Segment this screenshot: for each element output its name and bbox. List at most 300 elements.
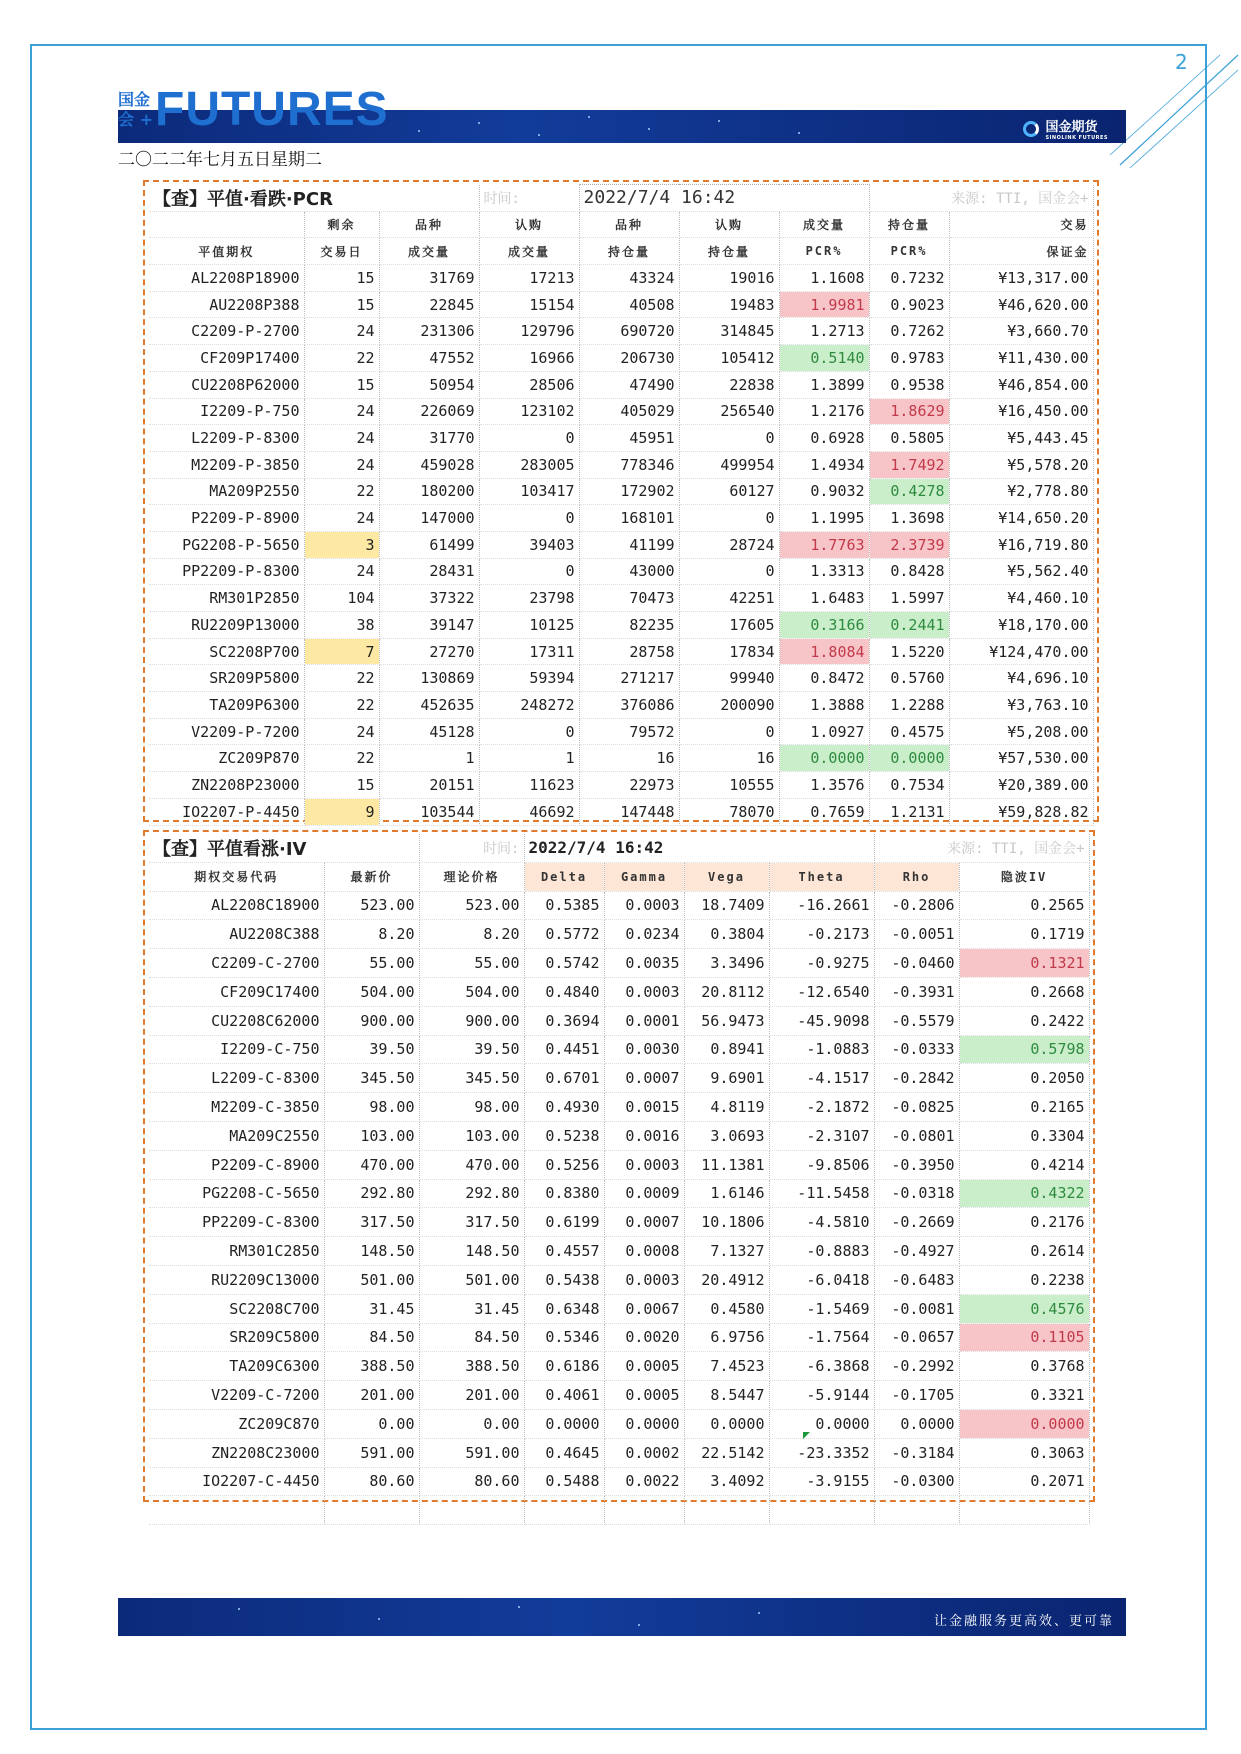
pcr-cell-oi: 28758 [579, 638, 679, 665]
iv-cell-code: PG2208-C-5650 [149, 1179, 324, 1208]
table-row [149, 1064, 1089, 1093]
iv-cell-theta: -2.1872 [769, 1093, 874, 1122]
table-row [149, 1208, 1089, 1237]
iv-cell-iv: 0.4322 [959, 1179, 1089, 1208]
iv-cell-theo: 55.00 [419, 949, 524, 978]
footer-slogan: 让金融服务更高效、更可靠 [933, 1614, 1114, 1629]
pcr-cell-vol: 103544 [379, 798, 479, 825]
iv-cell-vega: 0.3804 [684, 920, 769, 949]
pcr-cell-margin: ¥59,828.82 [949, 798, 1093, 825]
pcr-cell-vol: 130869 [379, 665, 479, 692]
table-row [149, 1006, 1089, 1035]
iv-cell-iv: 0.2050 [959, 1064, 1089, 1093]
iv-cell-theta: -16.2661 [769, 891, 874, 920]
blank-cell [149, 1496, 324, 1525]
pcr-cell-cvol: 46692 [479, 798, 579, 825]
pcr-cell-coi: 17834 [679, 638, 779, 665]
page-number: 2 [1175, 50, 1188, 74]
iv-cell-rho: -0.2992 [874, 1352, 959, 1381]
iv-cell-theo: 84.50 [419, 1323, 524, 1352]
pcr-cell-vpcr: 1.2713 [779, 318, 869, 345]
iv-cell-code: RM301C2850 [149, 1237, 324, 1266]
iv-cell-last: 504.00 [324, 977, 419, 1006]
iv-cell-iv: 0.2565 [959, 891, 1089, 920]
pcr-cell-coi: 17605 [679, 612, 779, 639]
pcr-cell-opcr: 0.4278 [869, 478, 949, 505]
pcr-cell-name: RM301P2850 [149, 585, 304, 612]
pcr-cell-margin: ¥5,578.20 [949, 451, 1093, 478]
iv-cell-theta: -0.8883 [769, 1237, 874, 1266]
iv-header: Delta [524, 862, 604, 891]
pcr-cell-days: 15 [304, 772, 379, 799]
pcr-cell-oi: 22973 [579, 772, 679, 799]
pcr-cell-name: RU2209P13000 [149, 612, 304, 639]
pcr-cell-vol: 45128 [379, 718, 479, 745]
iv-cell-last: 201.00 [324, 1381, 419, 1410]
brand-subtitle: SINOLINK FUTURES [1045, 135, 1108, 141]
pcr-cell-opcr: 1.2288 [869, 692, 949, 719]
pcr-cell-oi: 690720 [579, 318, 679, 345]
iv-header: Rho [874, 862, 959, 891]
table-row [149, 1179, 1089, 1208]
iv-cell-delta: 0.4645 [524, 1438, 604, 1467]
iv-cell-vega: 22.5142 [684, 1438, 769, 1467]
pcr-cell-days: 24 [304, 558, 379, 585]
pcr-cell-vpcr: 1.0927 [779, 718, 869, 745]
pcr-cell-days: 24 [304, 505, 379, 532]
pcr-cell-coi: 105412 [679, 345, 779, 372]
iv-title: 【查】平值看涨·IV [149, 834, 419, 862]
table-row [149, 505, 1093, 532]
blank-cell [769, 1496, 874, 1525]
pcr-cell-coi: 42251 [679, 585, 779, 612]
iv-cell-theo: 591.00 [419, 1438, 524, 1467]
iv-cell-theo: 39.50 [419, 1035, 524, 1064]
table-row [149, 1438, 1089, 1467]
pcr-cell-oi: 43000 [579, 558, 679, 585]
pcr-cell-margin: ¥3,660.70 [949, 318, 1093, 345]
iv-cell-iv: 0.2165 [959, 1093, 1089, 1122]
iv-cell-gamma: 0.0022 [604, 1467, 684, 1496]
pcr-cell-opcr: 1.7492 [869, 451, 949, 478]
pcr-cell-opcr: 1.5220 [869, 638, 949, 665]
pcr-header-top: 认购 [479, 211, 579, 238]
pcr-cell-opcr: 0.7262 [869, 318, 949, 345]
pcr-header-top [149, 211, 304, 238]
pcr-cell-name: SC2208P700 [149, 638, 304, 665]
pcr-cell-name: ZN2208P23000 [149, 772, 304, 799]
pcr-cell-oi: 70473 [579, 585, 679, 612]
iv-cell-code: MA209C2550 [149, 1121, 324, 1150]
iv-cell-delta: 0.5346 [524, 1323, 604, 1352]
pcr-cell-days: 24 [304, 451, 379, 478]
iv-cell-rho: -0.2669 [874, 1208, 959, 1237]
table-row [149, 638, 1093, 665]
pcr-cell-name: ZC209P870 [149, 745, 304, 772]
iv-cell-rho: -0.0300 [874, 1467, 959, 1496]
iv-cell-delta: 0.6186 [524, 1352, 604, 1381]
iv-cell-delta: 0.4930 [524, 1093, 604, 1122]
brand-logo-icon [1023, 121, 1039, 137]
iv-cell-theta: 0.0000 [769, 1409, 874, 1438]
table-row [149, 949, 1089, 978]
iv-cell-iv: 0.2238 [959, 1265, 1089, 1294]
pcr-cell-name: PG2208-P-5650 [149, 531, 304, 558]
pcr-cell-margin: ¥5,443.45 [949, 425, 1093, 452]
pcr-header-top: 认购 [679, 211, 779, 238]
table-row [149, 772, 1093, 799]
pcr-panel [143, 180, 1099, 822]
table-row [149, 612, 1093, 639]
pcr-cell-opcr: 1.8629 [869, 398, 949, 425]
iv-time-value: 2022/7/4 16:42 [524, 834, 874, 862]
iv-cell-code: RU2209C13000 [149, 1265, 324, 1294]
iv-cell-iv: 0.3321 [959, 1381, 1089, 1410]
iv-header: Vega [684, 862, 769, 891]
pcr-cell-cvol: 59394 [479, 665, 579, 692]
blank-cell [684, 1496, 769, 1525]
pcr-header-top: 交易 [949, 211, 1093, 238]
blank-cell [959, 1496, 1089, 1525]
pcr-cell-opcr: 1.5997 [869, 585, 949, 612]
iv-cell-theo: 292.80 [419, 1179, 524, 1208]
pcr-cell-margin: ¥11,430.00 [949, 345, 1093, 372]
pcr-cell-margin: ¥4,460.10 [949, 585, 1093, 612]
iv-cell-code: I2209-C-750 [149, 1035, 324, 1064]
pcr-cell-margin: ¥14,650.20 [949, 505, 1093, 532]
iv-cell-theo: 523.00 [419, 891, 524, 920]
pcr-cell-vpcr: 0.5140 [779, 345, 869, 372]
table-row [149, 1323, 1089, 1352]
pcr-cell-opcr: 0.9023 [869, 291, 949, 318]
pcr-header: 持仓量 [679, 238, 779, 265]
pcr-cell-vol: 147000 [379, 505, 479, 532]
pcr-cell-vol: 459028 [379, 451, 479, 478]
pcr-cell-vpcr: 1.8084 [779, 638, 869, 665]
pcr-cell-days: 22 [304, 345, 379, 372]
iv-cell-delta: 0.6199 [524, 1208, 604, 1237]
iv-cell-vega: 20.4912 [684, 1265, 769, 1294]
iv-cell-iv: 0.1321 [959, 949, 1089, 978]
iv-cell-iv: 0.5798 [959, 1035, 1089, 1064]
iv-cell-vega: 10.1806 [684, 1208, 769, 1237]
pcr-title: 【查】平值·看跌·PCR [149, 185, 479, 212]
pcr-cell-oi: 43324 [579, 265, 679, 292]
pcr-cell-oi: 47490 [579, 371, 679, 398]
pcr-cell-margin: ¥46,854.00 [949, 371, 1093, 398]
pcr-cell-vpcr: 1.6483 [779, 585, 869, 612]
iv-cell-theta: -1.5469 [769, 1294, 874, 1323]
iv-cell-iv: 0.3768 [959, 1352, 1089, 1381]
pcr-cell-coi: 60127 [679, 478, 779, 505]
iv-cell-theta: -6.0418 [769, 1265, 874, 1294]
iv-cell-gamma: 0.0007 [604, 1064, 684, 1093]
pcr-cell-vol: 1 [379, 745, 479, 772]
iv-cell-vega: 9.6901 [684, 1064, 769, 1093]
iv-cell-theo: 148.50 [419, 1237, 524, 1266]
pcr-cell-margin: ¥20,389.00 [949, 772, 1093, 799]
iv-cell-last: 0.00 [324, 1409, 419, 1438]
iv-cell-vega: 20.8112 [684, 977, 769, 1006]
table-row [149, 345, 1093, 372]
table-row [149, 1121, 1089, 1150]
iv-cell-theo: 388.50 [419, 1352, 524, 1381]
table-row [149, 1237, 1089, 1266]
pcr-cell-vol: 226069 [379, 398, 479, 425]
iv-cell-gamma: 0.0001 [604, 1006, 684, 1035]
comment-marker [803, 1432, 810, 1439]
pcr-cell-oi: 376086 [579, 692, 679, 719]
pcr-cell-days: 22 [304, 692, 379, 719]
pcr-cell-name: P2209-P-8900 [149, 505, 304, 532]
iv-cell-vega: 3.4092 [684, 1467, 769, 1496]
pcr-cell-vol: 20151 [379, 772, 479, 799]
iv-cell-theta: -2.3107 [769, 1121, 874, 1150]
pcr-cell-margin: ¥46,620.00 [949, 291, 1093, 318]
pcr-header: 持仓量 [579, 238, 679, 265]
iv-cell-theo: 103.00 [419, 1121, 524, 1150]
pcr-cell-vpcr: 1.1608 [779, 265, 869, 292]
blank-row [149, 1496, 1089, 1525]
iv-cell-vega: 0.8941 [684, 1035, 769, 1064]
pcr-cell-days: 24 [304, 398, 379, 425]
pcr-cell-vpcr: 1.3888 [779, 692, 869, 719]
pcr-cell-opcr: 0.9538 [869, 371, 949, 398]
pcr-header-top: 品种 [579, 211, 679, 238]
pcr-cell-vol: 50954 [379, 371, 479, 398]
iv-cell-last: 317.50 [324, 1208, 419, 1237]
pcr-cell-days: 24 [304, 425, 379, 452]
iv-cell-rho: -0.3931 [874, 977, 959, 1006]
iv-cell-delta: 0.6348 [524, 1294, 604, 1323]
iv-cell-iv: 0.4576 [959, 1294, 1089, 1323]
pcr-header-top: 成交量 [779, 211, 869, 238]
pcr-cell-cvol: 103417 [479, 478, 579, 505]
iv-header: Gamma [604, 862, 684, 891]
pcr-cell-vpcr: 1.3576 [779, 772, 869, 799]
pcr-cell-days: 9 [304, 798, 379, 825]
table-row [149, 291, 1093, 318]
pcr-cell-coi: 19016 [679, 265, 779, 292]
iv-cell-vega: 0.0000 [684, 1409, 769, 1438]
iv-cell-rho: -0.0657 [874, 1323, 959, 1352]
iv-cell-last: 900.00 [324, 1006, 419, 1035]
iv-cell-theta: -3.9155 [769, 1467, 874, 1496]
pcr-cell-cvol: 129796 [479, 318, 579, 345]
pcr-cell-opcr: 0.5805 [869, 425, 949, 452]
iv-cell-theo: 504.00 [419, 977, 524, 1006]
iv-cell-theo: 501.00 [419, 1265, 524, 1294]
iv-cell-theo: 80.60 [419, 1467, 524, 1496]
pcr-cell-name: AL2208P18900 [149, 265, 304, 292]
pcr-cell-cvol: 1 [479, 745, 579, 772]
table-row [149, 1265, 1089, 1294]
iv-cell-theta: -1.7564 [769, 1323, 874, 1352]
iv-cell-rho: -0.2842 [874, 1064, 959, 1093]
pcr-cell-cvol: 0 [479, 558, 579, 585]
iv-cell-code: AU2208C388 [149, 920, 324, 949]
iv-cell-theta: -23.3352 [769, 1438, 874, 1467]
table-row [149, 692, 1093, 719]
pcr-cell-cvol: 39403 [479, 531, 579, 558]
pcr-cell-cvol: 0 [479, 718, 579, 745]
pcr-cell-vpcr: 1.3313 [779, 558, 869, 585]
pcr-cell-opcr: 1.2131 [869, 798, 949, 825]
iv-cell-rho: -0.4927 [874, 1237, 959, 1266]
pcr-cell-oi: 778346 [579, 451, 679, 478]
pcr-cell-days: 38 [304, 612, 379, 639]
iv-cell-theo: 900.00 [419, 1006, 524, 1035]
iv-cell-code: AL2208C18900 [149, 891, 324, 920]
iv-panel [143, 830, 1095, 1502]
iv-cell-delta: 0.4451 [524, 1035, 604, 1064]
pcr-cell-days: 7 [304, 638, 379, 665]
iv-cell-delta: 0.5238 [524, 1121, 604, 1150]
pcr-source: 来源: TTI, 国金会+ [869, 185, 1093, 212]
iv-cell-rho: -0.0051 [874, 920, 959, 949]
table-row [149, 371, 1093, 398]
pcr-header: PCR% [869, 238, 949, 265]
pcr-header-top: 品种 [379, 211, 479, 238]
pcr-header: 交易日 [304, 238, 379, 265]
iv-cell-gamma: 0.0002 [604, 1438, 684, 1467]
pcr-cell-days: 22 [304, 745, 379, 772]
iv-cell-code: ZN2208C23000 [149, 1438, 324, 1467]
pcr-cell-coi: 19483 [679, 291, 779, 318]
pcr-cell-margin: ¥124,470.00 [949, 638, 1093, 665]
iv-cell-vega: 7.1327 [684, 1237, 769, 1266]
iv-cell-vega: 3.3496 [684, 949, 769, 978]
pcr-header: PCR% [779, 238, 869, 265]
pcr-cell-vol: 231306 [379, 318, 479, 345]
pcr-header: 平值期权 [149, 238, 304, 265]
pcr-cell-margin: ¥5,562.40 [949, 558, 1093, 585]
iv-cell-iv: 0.1719 [959, 920, 1089, 949]
iv-cell-last: 345.50 [324, 1064, 419, 1093]
table-row [149, 1352, 1089, 1381]
iv-cell-gamma: 0.0003 [604, 1265, 684, 1294]
iv-cell-gamma: 0.0007 [604, 1208, 684, 1237]
pcr-cell-vpcr: 1.7763 [779, 531, 869, 558]
iv-cell-delta: 0.0000 [524, 1409, 604, 1438]
iv-cell-iv: 0.2176 [959, 1208, 1089, 1237]
pcr-cell-cvol: 28506 [479, 371, 579, 398]
pcr-cell-oi: 206730 [579, 345, 679, 372]
brand-logo [1023, 116, 1108, 141]
iv-cell-theo: 31.45 [419, 1294, 524, 1323]
iv-cell-theo: 470.00 [419, 1150, 524, 1179]
iv-cell-gamma: 0.0035 [604, 949, 684, 978]
pcr-cell-coi: 314845 [679, 318, 779, 345]
iv-cell-code: SC2208C700 [149, 1294, 324, 1323]
iv-cell-code: V2209-C-7200 [149, 1381, 324, 1410]
iv-cell-theo: 201.00 [419, 1381, 524, 1410]
iv-cell-rho: -0.1705 [874, 1381, 959, 1410]
table-row [149, 1467, 1089, 1496]
iv-cell-delta: 0.6701 [524, 1064, 604, 1093]
iv-cell-last: 523.00 [324, 891, 419, 920]
pcr-cell-vpcr: 0.8472 [779, 665, 869, 692]
blank-cell [324, 1496, 419, 1525]
iv-cell-code: ZC209C870 [149, 1409, 324, 1438]
table-row [149, 265, 1093, 292]
iv-header: 期权交易代码 [149, 862, 324, 891]
pcr-cell-cvol: 23798 [479, 585, 579, 612]
iv-cell-theta: -1.0883 [769, 1035, 874, 1064]
table-row [149, 745, 1093, 772]
pcr-time-value: 2022/7/4 16:42 [579, 185, 869, 212]
pcr-cell-opcr: 1.3698 [869, 505, 949, 532]
pcr-cell-vpcr: 1.3899 [779, 371, 869, 398]
iv-cell-theta: -0.2173 [769, 920, 874, 949]
iv-cell-vega: 4.8119 [684, 1093, 769, 1122]
pcr-cell-cvol: 16966 [479, 345, 579, 372]
iv-cell-gamma: 0.0000 [604, 1409, 684, 1438]
pcr-cell-opcr: 2.3739 [869, 531, 949, 558]
iv-header: Theta [769, 862, 874, 891]
iv-cell-delta: 0.5438 [524, 1265, 604, 1294]
iv-cell-code: P2209-C-8900 [149, 1150, 324, 1179]
pcr-cell-opcr: 0.0000 [869, 745, 949, 772]
iv-cell-rho: -0.0081 [874, 1294, 959, 1323]
iv-cell-vega: 56.9473 [684, 1006, 769, 1035]
pcr-cell-days: 22 [304, 478, 379, 505]
pcr-cell-opcr: 0.8428 [869, 558, 949, 585]
pcr-cell-vpcr: 1.2176 [779, 398, 869, 425]
iv-cell-theta: -12.6540 [769, 977, 874, 1006]
pcr-cell-name: MA209P2550 [149, 478, 304, 505]
iv-cell-rho: -0.3184 [874, 1438, 959, 1467]
table-row [149, 398, 1093, 425]
iv-cell-delta: 0.4840 [524, 977, 604, 1006]
pcr-cell-cvol: 283005 [479, 451, 579, 478]
iv-cell-rho: -0.5579 [874, 1006, 959, 1035]
iv-cell-last: 148.50 [324, 1237, 419, 1266]
iv-cell-code: M2209-C-3850 [149, 1093, 324, 1122]
pcr-cell-margin: ¥57,530.00 [949, 745, 1093, 772]
pcr-cell-name: I2209-P-750 [149, 398, 304, 425]
pcr-cell-vol: 37322 [379, 585, 479, 612]
pcr-cell-name: PP2209-P-8300 [149, 558, 304, 585]
pcr-cell-days: 24 [304, 318, 379, 345]
pcr-cell-cvol: 10125 [479, 612, 579, 639]
iv-cell-code: SR209C5800 [149, 1323, 324, 1352]
iv-cell-delta: 0.8380 [524, 1179, 604, 1208]
pcr-cell-days: 15 [304, 265, 379, 292]
pcr-cell-name: TA209P6300 [149, 692, 304, 719]
logo-futures: FUTURES [155, 83, 389, 136]
pcr-cell-name: SR209P5800 [149, 665, 304, 692]
pcr-cell-opcr: 0.2441 [869, 612, 949, 639]
iv-cell-rho: -0.0333 [874, 1035, 959, 1064]
iv-cell-delta: 0.3694 [524, 1006, 604, 1035]
iv-cell-gamma: 0.0008 [604, 1237, 684, 1266]
iv-cell-last: 470.00 [324, 1150, 419, 1179]
iv-cell-theta: -9.8506 [769, 1150, 874, 1179]
pcr-cell-name: CU2208P62000 [149, 371, 304, 398]
iv-cell-rho: -0.0801 [874, 1121, 959, 1150]
pcr-cell-margin: ¥16,719.80 [949, 531, 1093, 558]
pcr-cell-vpcr: 1.1995 [779, 505, 869, 532]
iv-cell-last: 55.00 [324, 949, 419, 978]
pcr-cell-oi: 79572 [579, 718, 679, 745]
pcr-cell-margin: ¥16,450.00 [949, 398, 1093, 425]
iv-cell-last: 84.50 [324, 1323, 419, 1352]
iv-cell-gamma: 0.0016 [604, 1121, 684, 1150]
iv-cell-delta: 0.5772 [524, 920, 604, 949]
blank-cell [604, 1496, 684, 1525]
iv-cell-vega: 3.0693 [684, 1121, 769, 1150]
